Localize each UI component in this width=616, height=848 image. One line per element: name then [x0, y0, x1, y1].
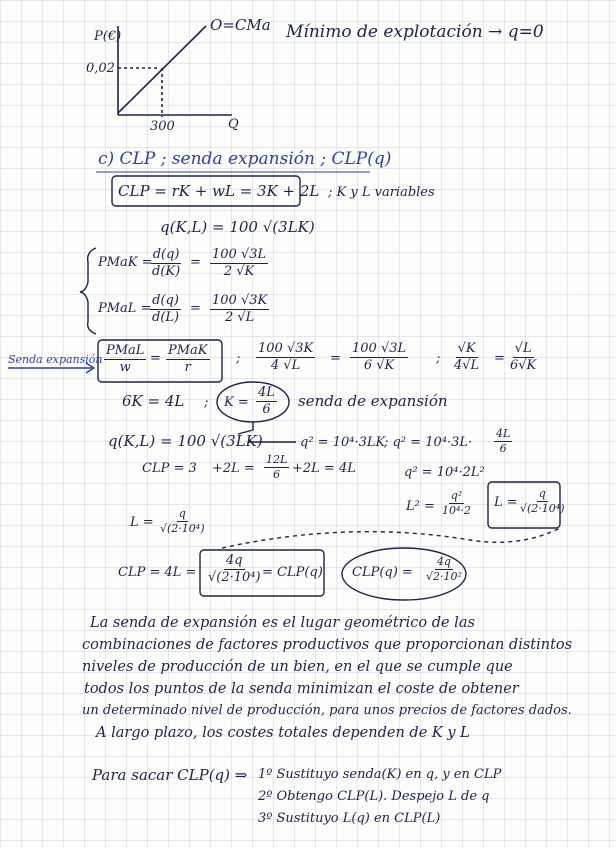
cond-f1-num: 100 √3K — [258, 341, 314, 356]
prod-substitution: q(K,L) = 100 √(3LK) — [108, 432, 263, 450]
clp-final-rhs: = CLP(q) — [262, 565, 323, 580]
cond-f2 — [350, 342, 408, 372]
pmal-lhs: PMaL = — [98, 301, 152, 316]
cond-eq: = — [150, 351, 161, 366]
cond-right — [166, 344, 210, 374]
cond-f2-den: 6 √K — [363, 357, 395, 373]
clp-final-den: √(2·10⁴) — [208, 569, 261, 585]
graph-note: Mínimo de explotación → q=0 — [286, 22, 544, 42]
l-final-frac — [158, 508, 207, 534]
pmak-derivative — [150, 248, 182, 278]
clp-substitution-frac — [264, 454, 289, 480]
senda-k-lhs: K = — [224, 395, 249, 410]
pmak-rnum: 100 √3L — [212, 247, 267, 262]
cond-den-l: w — [119, 359, 131, 375]
cond-den-k: r — [184, 359, 191, 375]
cond-eq-2: = — [330, 351, 341, 366]
l-num: q — [538, 487, 546, 500]
margin-senda-label: Senda expansión — [8, 353, 103, 366]
l2-frac — [440, 490, 473, 516]
steps-list — [258, 764, 501, 830]
paragraph-line: todos los puntos de la senda minimizan el coste de obtener — [84, 681, 519, 697]
l-den: √(2·10⁴) — [520, 501, 565, 515]
l-final-lhs: L = — [130, 515, 154, 530]
graph-x-label: Q — [228, 117, 239, 132]
l-lhs: L = — [494, 495, 518, 510]
paragraph-line: A largo plazo, los costes totales dependen de K y L — [96, 725, 470, 741]
senda-k-frac — [256, 386, 277, 416]
paragraph-line: La senda de expansión es el lugar geométrico de las — [90, 615, 475, 631]
l2-num: q² — [450, 489, 463, 502]
l2-den: 10⁴·2 — [442, 503, 471, 517]
cond-f4-den: 6√K — [510, 357, 537, 373]
clp-substitution: CLP = 3 — [142, 461, 197, 476]
q2-step-a: q² = 10⁴·3LK — [300, 435, 386, 450]
definition-paragraph — [82, 612, 610, 744]
graph-y-tick: 0,02 — [86, 61, 115, 76]
paragraph-line: niveles de producción de un bien, en el que se cumple que — [82, 659, 513, 675]
l-final-num: q — [178, 507, 186, 520]
dashed-link — [222, 528, 560, 548]
graph-x-tick: 300 — [150, 119, 175, 134]
cost-equation: CLP = rK + wL = 3K + 2L — [118, 182, 320, 200]
cond-f3-den: 4√L — [454, 357, 480, 373]
cond-eq-3: = — [494, 351, 505, 366]
clp-substitution-c: +2L = 4L — [292, 461, 356, 476]
senda-k-den: 6 — [262, 401, 271, 417]
pmal-rnum: 100 √3K — [212, 293, 268, 308]
pmak-num: d(q) — [152, 247, 180, 262]
pmal-derivative — [150, 294, 181, 324]
l-frac — [518, 488, 567, 514]
cond-f3-num: √K — [457, 341, 476, 356]
pmal-result — [210, 294, 269, 324]
paragraph-line: combinaciones de factores productivos que proporcionan distintos — [82, 637, 573, 653]
q2-step-b-frac — [494, 428, 512, 454]
cost-graph — [118, 26, 232, 117]
q2-step-c: q² = 10⁴·2L² — [404, 465, 485, 480]
clp-final-frac — [206, 554, 263, 584]
pmak-result — [210, 248, 268, 278]
pmal-num: d(q) — [152, 293, 179, 308]
clp-result-lhs: CLP(q) = — [352, 565, 413, 580]
pmal-rden: 2 √L — [224, 309, 255, 325]
steps-lead: Para sacar CLP(q) ⇒ — [92, 766, 248, 784]
cond-f2-num: 100 √3L — [352, 341, 407, 356]
senda-note: senda de expansión — [298, 392, 448, 410]
pmak-den: d(K) — [152, 263, 181, 279]
q2-b-num: 4L — [496, 427, 511, 440]
pmak-eq: = — [190, 255, 201, 270]
senda-k-num: 4L — [258, 385, 275, 400]
graph-y-label: P(€) — [94, 29, 122, 44]
cond-num-k: PMaK — [168, 343, 208, 358]
cond-f1 — [256, 342, 315, 372]
clp-result-frac — [424, 556, 464, 582]
pmak-lhs: PMaK = — [98, 255, 153, 270]
q2-b-den: 6 — [499, 441, 507, 455]
cond-f3 — [452, 342, 481, 372]
clp-sub-den: 6 — [273, 467, 281, 481]
l2-lhs: L² = — [406, 499, 435, 514]
step-item: 3º Sustituyo L(q) en CLP(L) — [258, 811, 441, 826]
graph-curve-label: O=CMa — [210, 16, 271, 34]
cond-f4 — [508, 342, 538, 372]
clp-result-den: √2·10² — [426, 569, 462, 583]
pmak-rden: 2 √K — [223, 263, 255, 279]
cond-sep-1: ; — [236, 351, 241, 366]
pmal-eq: = — [190, 301, 201, 316]
paragraph-line: un determinado nivel de producción, para unos precios de factores dados. — [82, 703, 572, 718]
section-c-heading: c) CLP ; senda expansión ; CLP(q) — [98, 149, 392, 169]
clp-substitution-b: +2L = — [212, 461, 255, 476]
clp-result-num: 4q — [436, 555, 451, 568]
clp-final-lhs: CLP = 4L = — [118, 565, 197, 580]
cond-num-l: PMaL — [106, 343, 145, 358]
production-function: q(K,L) = 100 √(3LK) — [160, 218, 315, 236]
cost-note: ; K y L variables — [328, 185, 435, 200]
clp-final-num: 4q — [226, 553, 243, 568]
q2-step-b: ; q² = 10⁴·3L· — [384, 435, 473, 450]
senda-equation: 6K = 4L — [122, 392, 185, 410]
cond-f4-num: √L — [514, 341, 532, 356]
cond-f1-den: 4 √L — [270, 357, 301, 373]
senda-sep: ; — [204, 395, 209, 410]
l-final-den: √(2·10⁴) — [160, 521, 205, 535]
cond-left — [104, 344, 146, 374]
pmal-den: d(L) — [152, 309, 180, 325]
cond-sep-2: ; — [436, 351, 441, 366]
step-item: 1º Sustituyo senda(K) en q, y en CLP — [258, 767, 502, 782]
step-item: 2º Obtengo CLP(L). Despejo L de q — [258, 789, 490, 804]
pma-brace — [80, 248, 96, 334]
clp-sub-num: 12L — [266, 453, 288, 466]
